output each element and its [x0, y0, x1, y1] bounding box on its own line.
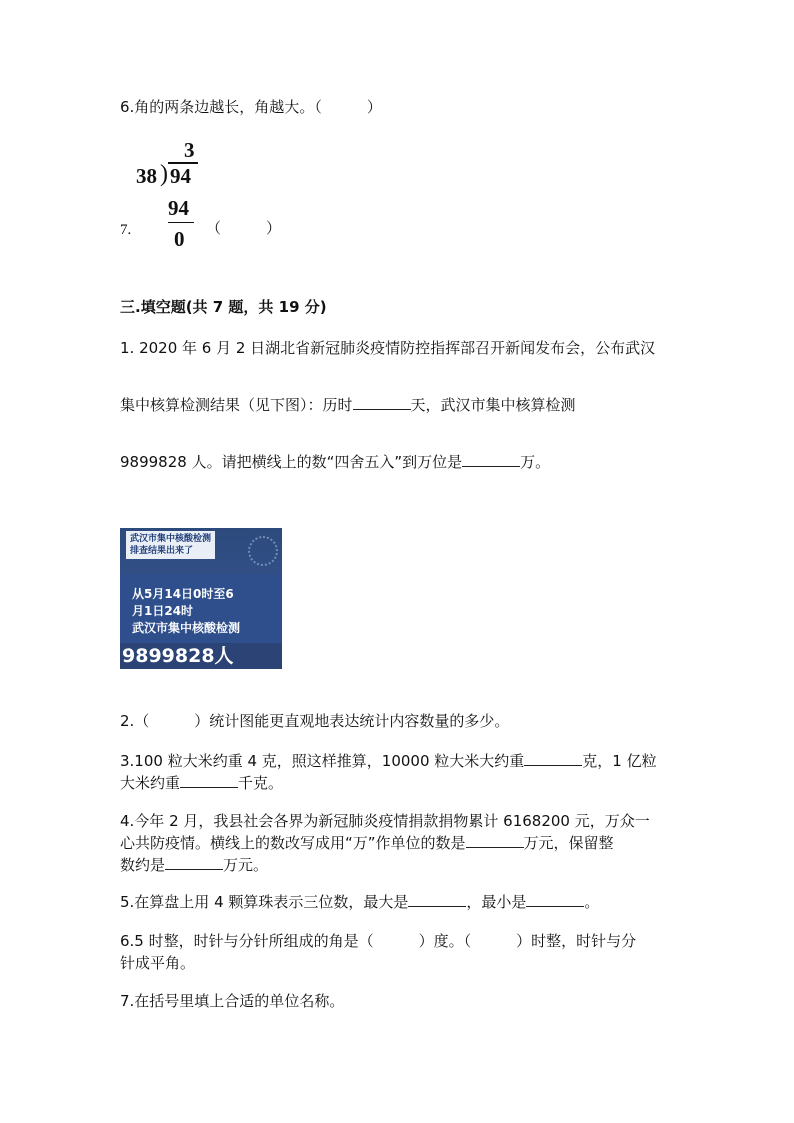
division-remainder: 0 [174, 227, 185, 251]
fill-5-a: 5.在算盘上用 4 颗算珠表示三位数，最大是 [120, 893, 409, 911]
fill-1-line-2 [120, 394, 576, 416]
poster-line-3: 武汉市集中核酸检测 [132, 621, 241, 635]
division-bracket: ) [160, 161, 168, 187]
wuhan-testing-poster [120, 528, 282, 669]
fill-3-line-1-b: 克，1 亿粒 [582, 752, 657, 770]
fill-4-line-2-a: 心共防疫情。横线上的数改写成用“万”作单位的数是 [120, 834, 466, 852]
fill-4-line-3-a: 数约是 [120, 856, 166, 874]
question-6: 6.角的两条边越长，角越大。（ ） [120, 98, 382, 116]
fill-5-c: 。 [584, 893, 600, 911]
fill-1-blank-round[interactable] [462, 452, 520, 467]
poster-badge-line-1: 武汉市集中核酸检测 [130, 534, 212, 544]
poster-body [132, 586, 240, 637]
section-3-title: 三.填空题(共 7 题，共 19 分) [120, 298, 327, 316]
fill-3-line-2 [120, 772, 283, 794]
fill-3-line-1-a: 3.100 粒大米约重 4 克，照这样推算，10000 粒大米大约重 [120, 752, 525, 770]
poster-badge-line-2: 排查结果出来了 [130, 546, 194, 556]
fill-3-blank-grams[interactable] [524, 751, 582, 766]
fill-1-line-2-a: 集中核算检测结果（见下图）：历时 [120, 396, 353, 414]
question-7-answer-paren: （ ） [206, 219, 282, 237]
fill-6-line-2: 针成平角。 [120, 954, 196, 972]
fill-4-blank-wan[interactable] [466, 833, 524, 848]
fill-2: 2.（ ）统计图能更直观地表达统计内容数量的多少。 [120, 712, 510, 730]
division-quotient: 3 [184, 138, 195, 162]
fill-5 [120, 891, 599, 913]
fill-4-line-1: 4.今年 2 月，我县社会各界为新冠肺炎疫情捐款捐物累计 6168200 元，万众一 [120, 812, 650, 830]
fill-4-line-2-b: 万元，保留整 [523, 834, 614, 852]
fill-5-blank-max[interactable] [408, 892, 466, 907]
fill-5-blank-min[interactable] [526, 892, 584, 907]
fill-1-line-1: 1. 2020 年 6 月 2 日湖北省新冠肺炎疫情防控指挥部召开新闻发布会，公布武汉 [120, 339, 656, 357]
fill-4-blank-round[interactable] [165, 855, 223, 870]
fill-4-line-2 [120, 832, 614, 854]
fill-3-line-2-a: 大米约重 [120, 774, 181, 792]
fill-3-line-2-b: 千克。 [238, 774, 284, 792]
division-line [168, 222, 194, 223]
poster-badge [126, 531, 215, 559]
fill-1-line-3-b: 万。 [520, 453, 551, 471]
division-product: 94 [168, 196, 189, 220]
fill-3-line-1 [120, 750, 657, 772]
fill-7: 7.在括号里填上合适的单位名称。 [120, 992, 345, 1010]
question-7-number: 7. [120, 222, 132, 238]
division-dividend: 94 [170, 164, 191, 188]
fill-1-line-3 [120, 451, 550, 473]
poster-line-2: 月1日24时 [132, 604, 194, 618]
fill-4-line-3 [120, 854, 268, 876]
fill-3-blank-kg[interactable] [180, 773, 238, 788]
fill-4-line-3-b: 万元。 [223, 856, 269, 874]
fill-1-blank-days[interactable] [353, 395, 411, 410]
fill-1-line-3-a: 9899828 人。请把横线上的数“四舍五入”到万位是 [120, 453, 463, 471]
division-divisor: 38 [136, 164, 157, 188]
virus-icon [248, 536, 278, 566]
fill-5-b: ，最小是 [466, 893, 527, 911]
poster-big-number: 9899828人 [120, 643, 282, 669]
fill-1-line-2-b: 天，武汉市集中核算检测 [410, 396, 576, 414]
fill-6-line-1: 6.5 时整，时针与分针所组成的角是（ ）度。（ ）时整，时针与分 [120, 932, 637, 950]
poster-line-1: 从5月14日0时至6 [132, 587, 234, 601]
